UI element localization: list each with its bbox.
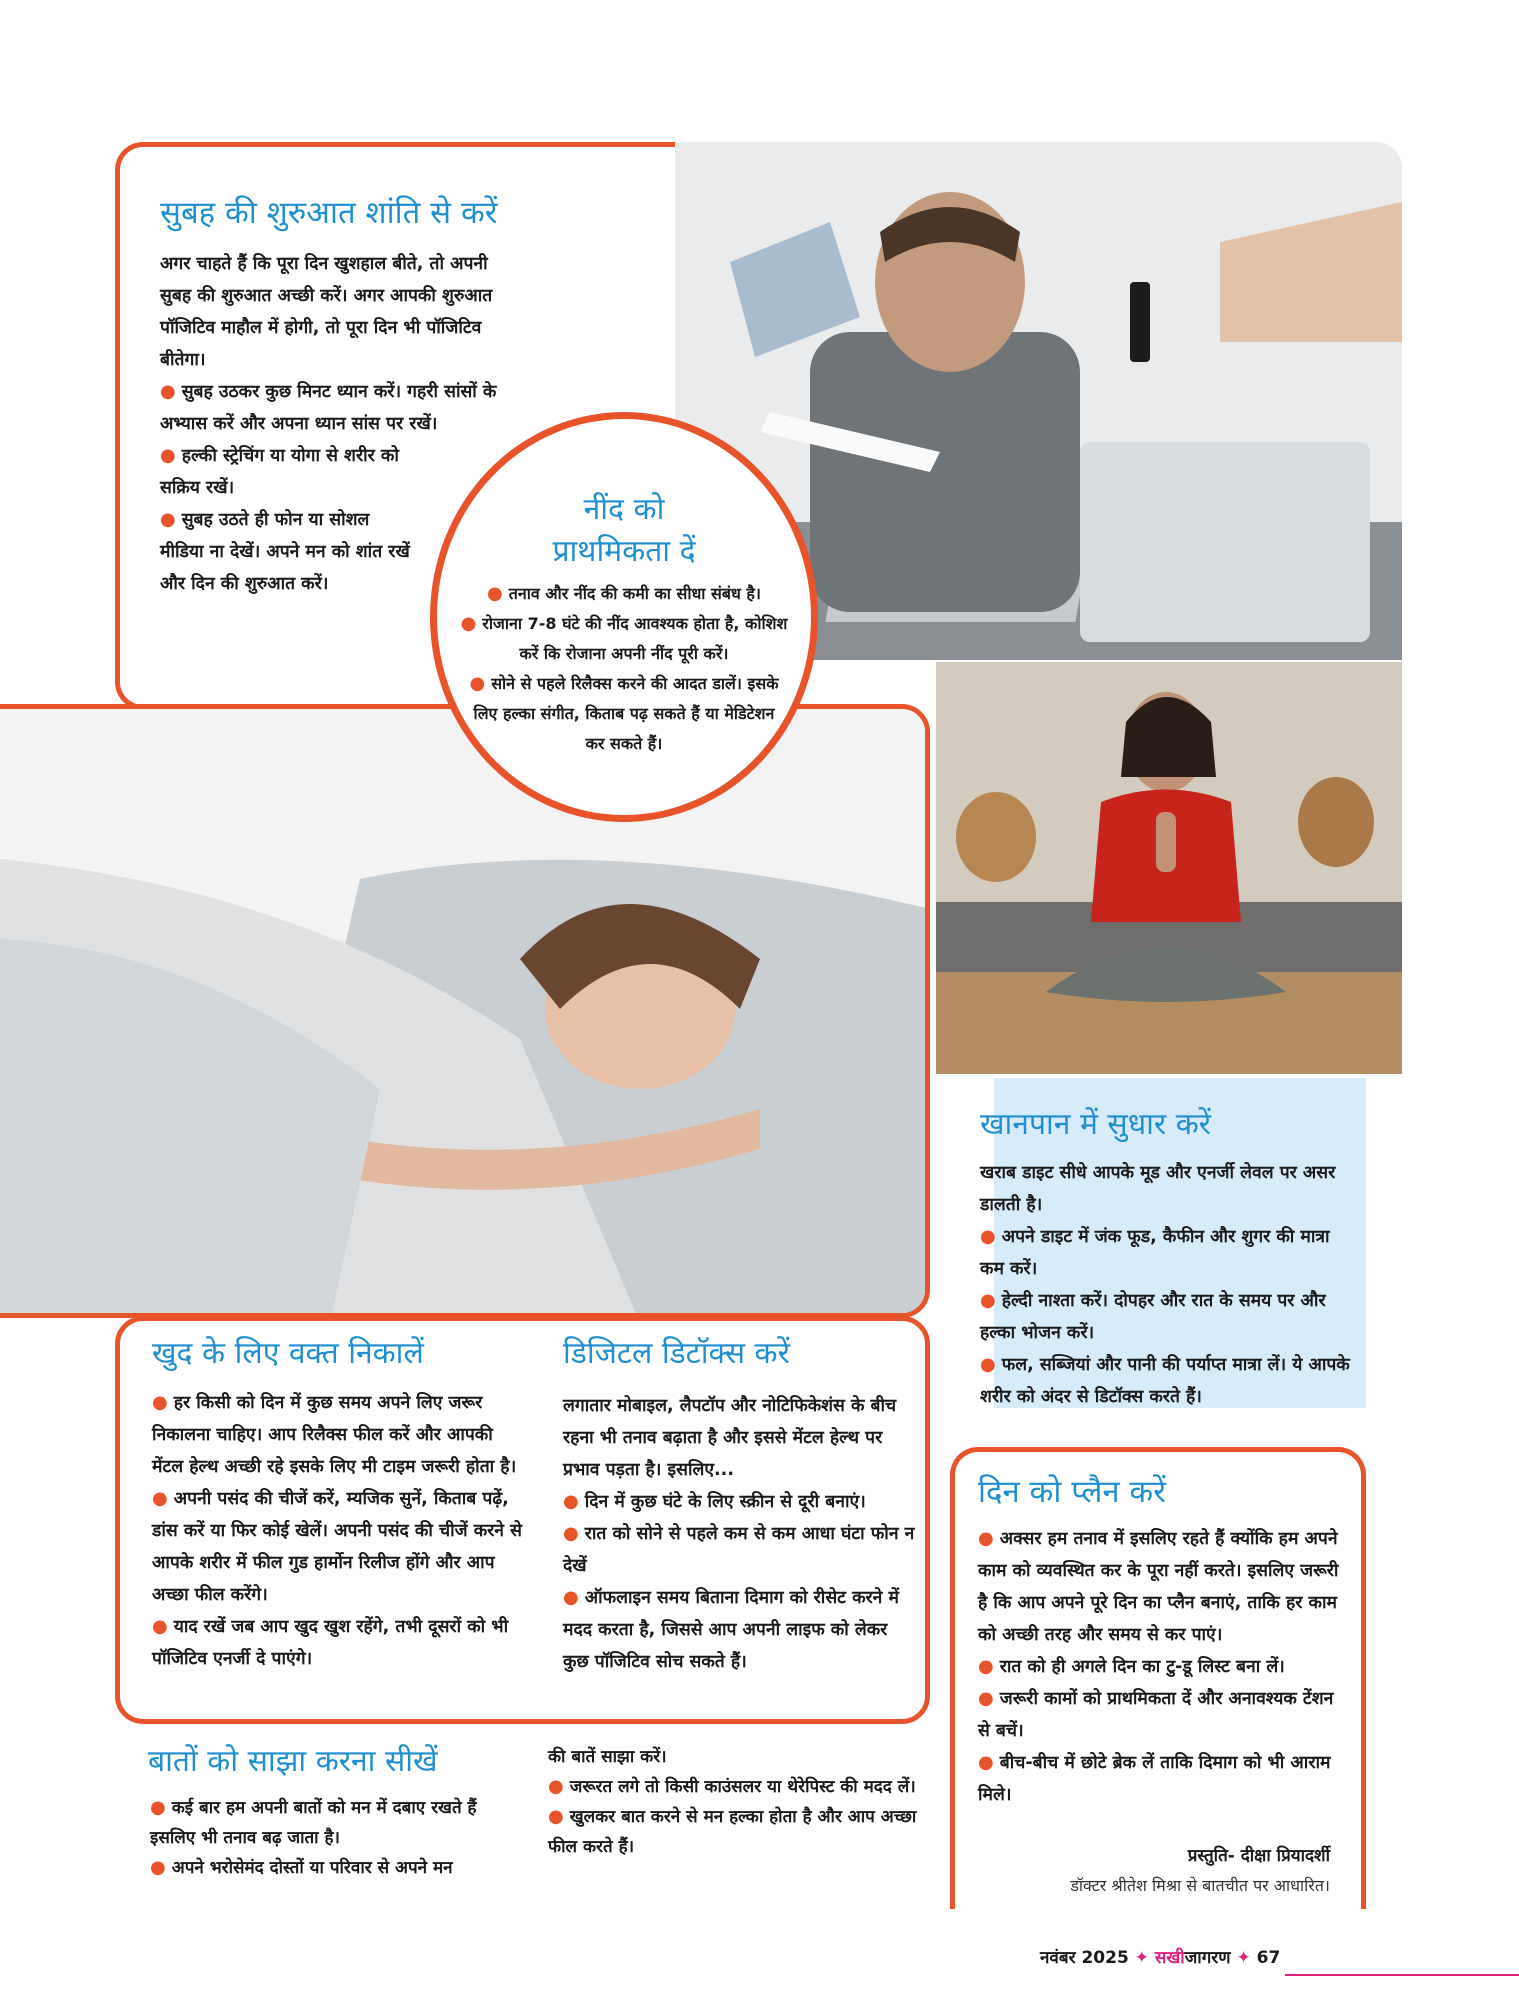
share-point-2a: ● अपने भरोसेमंद दोस्तों या परिवार से अपने मन	[150, 1857, 453, 1878]
circle-heading-line2: प्राथमिकता दें	[552, 534, 696, 569]
morning-heading: सुबह की शुरुआत शांति से करें	[160, 195, 498, 231]
bullet-icon: ●	[469, 673, 486, 694]
plan-point-1: ● अक्सर हम तनाव में इसलिए रहते हैं क्योंकि हम अपने काम को व्यवस्थित कर के पूरा नहीं करते। इसलिए जरूरी है कि आप अपने पूरे दिन का प्लैन बनाएं, ताकि हर काम को अच्छी तरह और समय से कर पाएं।	[978, 1528, 1339, 1645]
bullet-icon: ●	[978, 1656, 994, 1677]
plan-point-2: ● रात को ही अगले दिन का टु-डू लिस्ट बना लें।	[978, 1656, 1285, 1677]
self-time-point-1: ● हर किसी को दिन में कुछ समय अपने लिए जरूर निकालना चाहिए। आप रिलैक्स फील करें और आपकी मेंटल हेल्थ अच्छी रहे इसके लिए मी टाइम जरूरी होता है।	[152, 1392, 517, 1477]
detox-point-1: ● दिन में कुछ घंटे के लिए स्क्रीन से दूरी बनाएं।	[563, 1491, 866, 1512]
detox-point-3: ● ऑफलाइन समय बिताना दिमाग को रीसेट करने में मदद करता है, जिससे आप अपनी लाइफ को लेकर कुछ पॉजिटिव सोच सकते हैं।	[563, 1587, 899, 1672]
plan-heading: दिन को प्लैन करें	[978, 1474, 1166, 1510]
share-body-right	[548, 1742, 918, 1862]
circle-point-1: ● तनाव और नींद की कमी का सीधा संबंध है।	[487, 583, 761, 604]
bullet-icon: ●	[152, 1488, 168, 1509]
bullet-icon: ●	[978, 1688, 994, 1709]
footer-rule	[1285, 1974, 1519, 1976]
footer-page-number: 67	[1256, 1948, 1281, 1968]
footer-brand-b: जागरण	[1184, 1948, 1231, 1968]
share-point-1: ● कई बार हम अपनी बातों को मन में दबाए रखते हैं इसलिए भी तनाव बढ़ जाता है।	[150, 1797, 477, 1848]
share-body-left	[150, 1793, 525, 1883]
bullet-icon: ●	[980, 1354, 996, 1375]
morning-point-2: ● हल्की स्ट्रेचिंग या योगा से शरीर को सक्रिय रखें।	[160, 445, 399, 498]
detox-body	[563, 1390, 918, 1678]
star-icon: ✦	[1236, 1948, 1251, 1968]
circle-heading	[437, 489, 811, 573]
footer-month: नवंबर 2025	[1040, 1948, 1129, 1968]
detox-point-2: ● रात को सोने से पहले कम से कम आधा घंटा फोन न देखें	[563, 1523, 915, 1576]
sleep-photo-frame	[0, 704, 930, 1318]
bullet-icon: ●	[563, 1523, 579, 1544]
star-icon: ✦	[1134, 1948, 1149, 1968]
bullet-icon: ●	[160, 445, 176, 466]
share-point-2b: की बातें साझा करें।	[548, 1747, 667, 1767]
diet-point-1: ● अपने डाइट में जंक फूड, कैफीन और शुगर की मात्रा कम करें।	[980, 1226, 1330, 1279]
share-heading: बातों को साझा करना सीखें	[148, 1744, 438, 1779]
morning-point-1: ● सुबह उठकर कुछ मिनट ध्यान करें। गहरी सांसों के अभ्यास करें और अपना ध्यान सांस पर रखें।	[160, 381, 497, 434]
plan-point-4: ● बीच-बीच में छोटे ब्रेक लें ताकि दिमाग को भी आराम मिले।	[978, 1752, 1331, 1805]
bullet-icon: ●	[487, 583, 503, 604]
self-time-heading: खुद के लिए वक्त निकालें	[152, 1336, 424, 1371]
sleeping-woman-photo	[0, 709, 930, 1318]
bullet-icon: ●	[150, 1857, 166, 1878]
bullet-icon: ●	[563, 1587, 579, 1608]
diet-intro: खराब डाइट सीधे आपके मूड और एनर्जी लेवल पर असर डालती है।	[980, 1163, 1336, 1215]
bullet-icon: ●	[980, 1290, 996, 1311]
meditating-woman-photo	[936, 662, 1402, 1074]
diet-point-3: ● फल, सब्जियां और पानी की पर्याप्त मात्रा लें। ये आपके शरीर को अंदर से डिटॉक्स करते हैं।	[980, 1354, 1350, 1407]
circle-point-2: ● रोजाना 7-8 घंटे की नींद आवश्यक होता है, कोशिश करें कि रोजाना अपनी नींद पूरी करें।	[460, 613, 788, 663]
self-time-body	[152, 1387, 522, 1675]
bullet-icon: ●	[152, 1392, 168, 1413]
morning-intro: अगर चाहते हैं कि पूरा दिन खुशहाल बीते, तो अपनी सुबह की शुरुआत अच्छी करें। अगर आपकी शुरुआत पॉजिटिव माहौल में होगी, तो पूरा दिन भी पॉजिटिव बीतेगा।	[160, 254, 493, 370]
bullet-icon: ●	[548, 1806, 564, 1827]
circle-body	[437, 573, 811, 759]
bullet-icon: ●	[460, 613, 477, 634]
bullet-icon: ●	[980, 1226, 996, 1247]
diet-heading: खानपान में सुधार करें	[980, 1107, 1212, 1142]
bullet-icon: ●	[978, 1528, 994, 1549]
detox-heading: डिजिटल डिटॉक्स करें	[563, 1336, 790, 1371]
bullet-icon: ●	[160, 509, 176, 530]
share-point-3: ● जरूरत लगे तो किसी काउंसलर या थेरेपिस्ट की मदद लें।	[548, 1776, 916, 1797]
circle-point-3: ● सोने से पहले रिलैक्स करने की आदत डालें। इसके लिए हल्का संगीत, किताब पढ़ सकते हैं या मेडिटेशन कर सकते हैं।	[469, 673, 779, 753]
share-point-4: ● खुलकर बात करने से मन हल्का होता है और आप अच्छा फील करते हैं।	[548, 1806, 917, 1857]
source-credit: डॉक्टर श्रीतेश मिश्रा से बातचीत पर आधारित।	[1070, 1876, 1330, 1895]
bullet-icon: ●	[978, 1752, 994, 1773]
diet-point-2: ● हेल्दी नाश्ता करें। दोपहर और रात के समय पर और हल्का भोजन करें।	[980, 1290, 1326, 1343]
self-time-point-2: ● अपनी पसंद की चीजें करें, म्यजिक सुनें, किताब पढ़ें, डांस करें या फिर कोई खेलें। अपनी पसंद की चीजें करने से आपके शरीर में फील गुड हार्मोन रिलीज होंगे और आप अच्छा फील करेंगे।	[152, 1488, 522, 1605]
self-time-point-3: ● याद रखें जब आप खुद खुश रहेंगे, तभी दूसरों को भी पॉजिटिव एनर्जी दे पाएंगे।	[152, 1616, 509, 1669]
detox-intro: लगातार मोबाइल, लैपटॉप और नोटिफिकेशंस के बीच रहना भी तनाव बढ़ाता है और इससे मेंटल हेल्थ पर प्रभाव पड़ता है। इसलिए...	[563, 1396, 897, 1480]
bullet-icon: ●	[152, 1616, 168, 1637]
plan-point-3: ● जरूरी कामों को प्राथमिकता दें और अनावश्यक टेंशन से बचें।	[978, 1688, 1334, 1741]
bullet-icon: ●	[548, 1776, 564, 1797]
bullet-icon: ●	[150, 1797, 166, 1818]
diet-body	[980, 1157, 1355, 1413]
page-footer	[1040, 1945, 1280, 1968]
author-credit: प्रस्तुति- दीक्षा प्रियादर्शी	[1187, 1846, 1330, 1866]
sleep-priority-circle	[430, 412, 818, 822]
circle-heading-line1: नींद को	[583, 492, 665, 527]
plan-body	[978, 1523, 1348, 1811]
morning-point-3: ● सुबह उठते ही फोन या सोशल मीडिया ना देखें। अपने मन को शांत रखें और दिन की शुरुआत करें।	[160, 509, 410, 594]
bullet-icon: ●	[160, 381, 176, 402]
footer-brand-a: सखी	[1154, 1948, 1185, 1968]
bullet-icon: ●	[563, 1491, 579, 1512]
